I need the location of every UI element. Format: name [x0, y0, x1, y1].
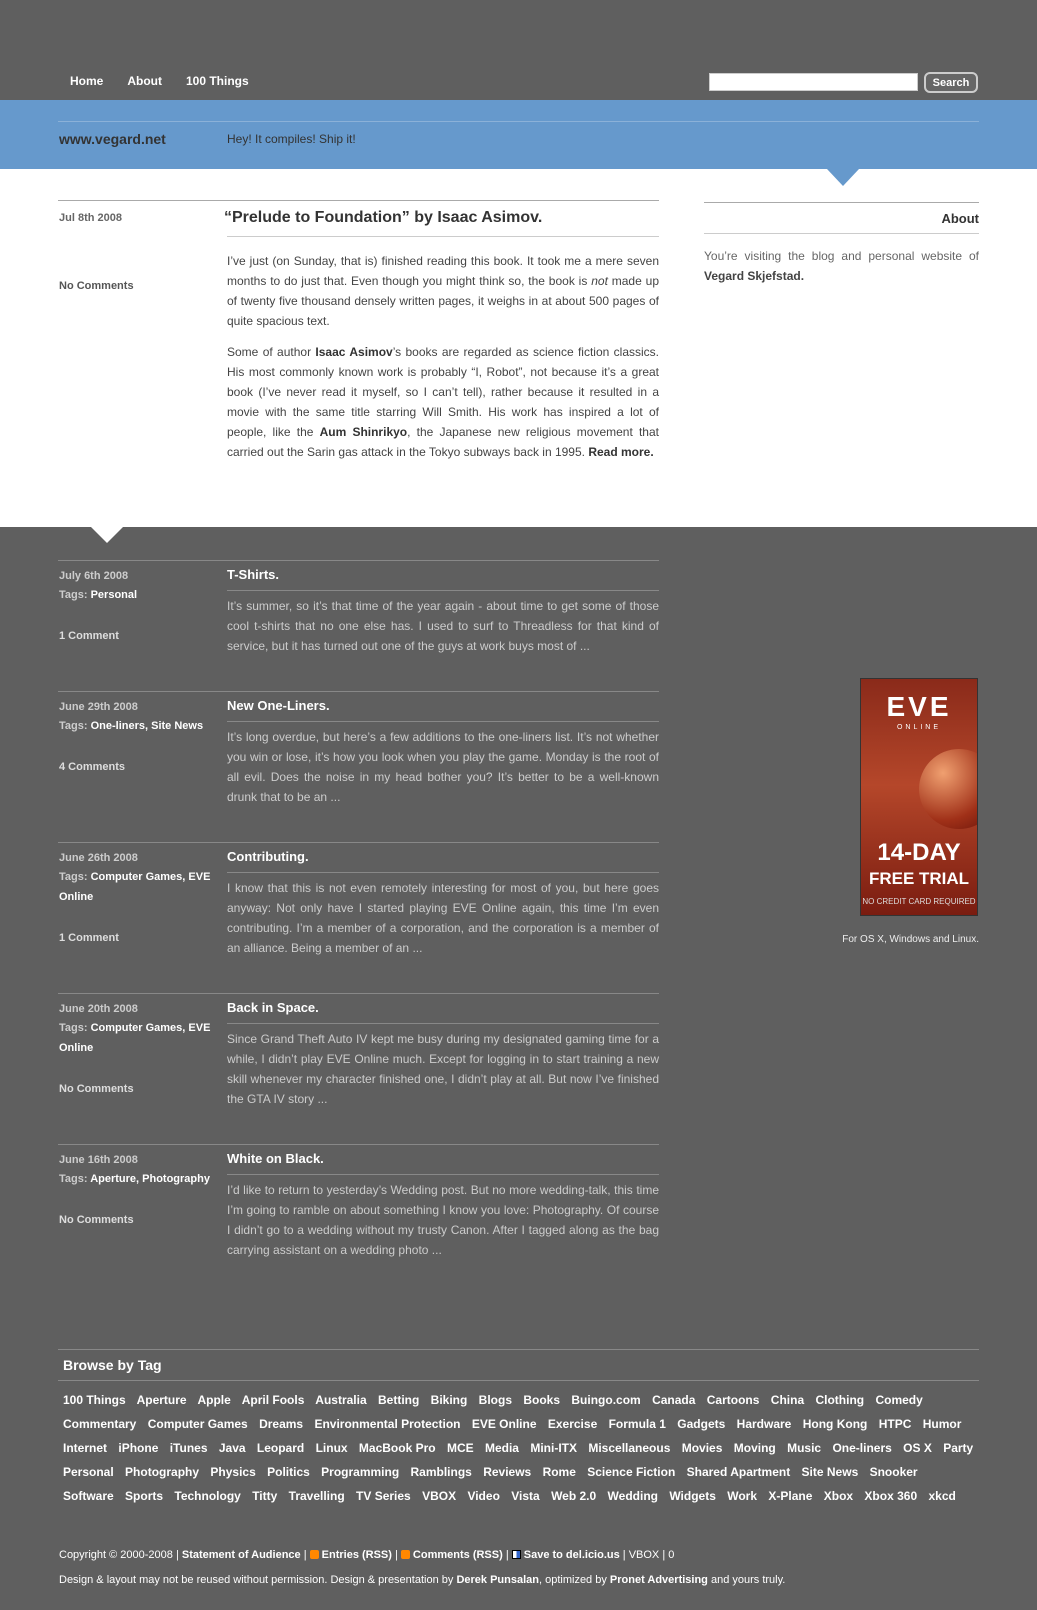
tag-link[interactable]: Politics	[267, 1465, 310, 1479]
post-title[interactable]: White on Black.	[227, 1151, 324, 1166]
tag-link[interactable]: Gadgets	[677, 1417, 726, 1431]
copyright-text: Copyright © 2000-2008 |	[59, 1549, 182, 1561]
post-excerpt: It’s summer, so it’s that time of the year again - about time to get some of those cool t-shirts that no one else has. I used to surf to Threadless for that kind of service, but it has turned out one of the guys at work buys most of ...	[227, 599, 659, 653]
ad-sub: ONLINE	[896, 724, 942, 731]
tag-link[interactable]: Canada	[652, 1393, 696, 1407]
tag-link[interactable]: TV Series	[356, 1489, 411, 1503]
tag-link[interactable]: Vista	[511, 1489, 540, 1503]
tag-link[interactable]: Leopard	[256, 1441, 305, 1455]
post-comments-link[interactable]: 1 Comment	[59, 932, 119, 944]
tag-link[interactable]: Photography	[125, 1465, 200, 1479]
tag-link[interactable]: HTPC	[878, 1417, 912, 1431]
tag-link[interactable]: Exercise	[547, 1417, 598, 1431]
about-title: About	[941, 211, 979, 226]
post-excerpt: I’d like to return to yesterday’s Wedding post. But no more wedding-talk, this time I’m going to ramble on about something I know you love: Photography. Of course I didn’t go to a wedding without my trusty Canon. After I tagged along as the bag carrying assistant on a wedding photo ...	[227, 1183, 659, 1257]
separator: |	[300, 1549, 310, 1561]
tag-link[interactable]: Formula 1	[608, 1417, 666, 1431]
text: I’ve just (on Sunday, that is) finished reading this book. It took me a mere seven months to do just that. Even though you might think so, the book is	[227, 254, 659, 288]
featured-title-rule	[227, 236, 659, 237]
post-date: June 26th 2008	[59, 852, 138, 864]
tag-link[interactable]: Travelling	[288, 1489, 345, 1503]
ad-subheadline: FREE TRIAL	[868, 869, 970, 888]
tag-link[interactable]: iPhone	[118, 1441, 159, 1455]
tag-link[interactable]: Aperture	[136, 1393, 187, 1407]
post-tags	[59, 867, 219, 907]
rss-icon	[310, 1550, 319, 1559]
tag-link[interactable]: Cartoons	[706, 1393, 760, 1407]
post-comments-link[interactable]: No Comments	[59, 1083, 134, 1095]
link-isaac-asimov[interactable]: Isaac Asimov	[315, 345, 393, 359]
post-rule	[58, 691, 659, 692]
post-title[interactable]: T-Shirts.	[227, 567, 280, 582]
footer-line-1	[59, 1549, 674, 1561]
browse-title-rule	[58, 1380, 979, 1381]
tag-link[interactable]: X-Plane	[768, 1489, 813, 1503]
tag-links[interactable]: Computer Games, EVE Online	[59, 1022, 211, 1054]
header-pointer	[827, 169, 859, 186]
tag-link[interactable]: Blogs	[478, 1393, 513, 1407]
tag-link[interactable]: MacBook Pro	[358, 1441, 436, 1455]
post-tags	[59, 585, 219, 605]
tag-link[interactable]: VBOX	[422, 1489, 457, 1503]
post-comments-link[interactable]: No Comments	[59, 1214, 134, 1226]
tag-link[interactable]: 100 Things	[63, 1393, 126, 1407]
site-name[interactable]: www.vegard.net	[59, 131, 166, 147]
post-comments-link[interactable]: 4 Comments	[59, 761, 126, 773]
emphasis: not	[591, 274, 608, 288]
separator: |	[391, 1549, 401, 1561]
tag-link[interactable]: Snooker	[869, 1465, 918, 1479]
nav-100-things[interactable]: 100 Things	[186, 74, 249, 88]
header-rule	[58, 121, 979, 122]
ad-caption: For OS X, Windows and Linux.	[842, 934, 979, 945]
entries-rss-link[interactable]: Entries (RSS)	[321, 1549, 392, 1561]
featured-title[interactable]: “Prelude to Foundation” by Isaac Asimov.	[224, 209, 543, 226]
tag-link[interactable]: Linux	[315, 1441, 348, 1455]
tags-label: Tags:	[59, 720, 88, 732]
tags-label: Tags:	[59, 589, 88, 601]
tag-link[interactable]: MCE	[446, 1441, 474, 1455]
tag-link[interactable]: Media	[484, 1441, 519, 1455]
tag-link[interactable]: Wedding	[607, 1489, 658, 1503]
tag-link[interactable]: Physics	[210, 1465, 256, 1479]
post-title-rule	[227, 1023, 659, 1024]
text: ’s books are regarded as science fiction classics. His most commonly known work is probably “I, Robot”, not because it’s a great book (I’ve never read it myself, so I can’t tell), rather because it resulted in a movie with the same title starring Will Smith. His work has inspired a lot of people, like the	[227, 345, 659, 439]
post-rule	[58, 842, 659, 843]
post-date: June 20th 2008	[59, 1003, 138, 1015]
tag-link[interactable]: Xbox 360	[864, 1489, 918, 1503]
rss-icon	[401, 1550, 410, 1559]
tag-link[interactable]: Internet	[63, 1441, 108, 1455]
browse-rule	[58, 1349, 979, 1350]
tag-link[interactable]: Moving	[733, 1441, 776, 1455]
eve-online-ad-banner[interactable]	[860, 678, 978, 916]
post-tags	[59, 1018, 219, 1058]
pronet-link[interactable]: Pronet Advertising	[609, 1574, 708, 1586]
nav-about[interactable]: About	[127, 74, 162, 88]
tags-label: Tags:	[59, 1173, 88, 1185]
post-rule	[58, 993, 659, 994]
tags-label: Tags:	[59, 1022, 88, 1034]
separator: |	[502, 1549, 512, 1561]
tag-link[interactable]: Sports	[125, 1489, 164, 1503]
post-excerpt: It’s long overdue, but here’s a few additions to the one-liners list. It’s not whether you win or lose, it’s how you look when you play the game. Monday is the root of all evil. Does the noise in my head bother you? It’s better to be a well-known drunk that to be an ...	[227, 730, 659, 804]
post-comments-link[interactable]: 1 Comment	[59, 630, 119, 642]
about-rule	[704, 202, 979, 203]
featured-comments-link[interactable]: No Comments	[59, 280, 134, 292]
tag-link[interactable]: Reviews	[483, 1465, 532, 1479]
tag-link[interactable]: Widgets	[669, 1489, 716, 1503]
text: , the Japanese new religious movement that carried out the Sarin gas attack in the Tokyo subways back in 1995.	[227, 425, 659, 459]
tag-link[interactable]: Software	[63, 1489, 114, 1503]
post-title[interactable]: Back in Space.	[227, 1000, 319, 1015]
tag-link[interactable]: China	[770, 1393, 805, 1407]
post-rule	[58, 1144, 659, 1145]
tag-link[interactable]: Hardware	[736, 1417, 792, 1431]
tag-link[interactable]: Ramblings	[410, 1465, 472, 1479]
tag-link[interactable]: Web 2.0	[551, 1489, 597, 1503]
post-title-rule	[227, 1174, 659, 1175]
tag-links[interactable]: One-liners, Site News	[90, 720, 204, 732]
search-button[interactable]: Search	[924, 72, 978, 93]
tag-link[interactable]: Music	[787, 1441, 822, 1455]
tag-link[interactable]: Hong Kong	[802, 1417, 868, 1431]
tag-link[interactable]: Mini-ITX	[530, 1441, 577, 1455]
text: , optimized by	[538, 1574, 610, 1586]
site-tagline: Hey! It compiles! Ship it!	[227, 132, 356, 146]
tag-link[interactable]: Humor	[922, 1417, 962, 1431]
post-tags	[59, 716, 219, 736]
about-text	[704, 246, 979, 286]
post-excerpt: I know that this is not even remotely interesting for most of you, but here goes anyway: Not only have I started playing EVE Online again, this time I’m even contributing. I’m a member of a corporation, and the corporation is a member of an alliance. Being a member of an ...	[227, 881, 659, 955]
nav-home[interactable]: Home	[70, 74, 104, 88]
about-title-rule	[704, 233, 979, 234]
tag-link[interactable]: Work	[727, 1489, 758, 1503]
designer-link[interactable]: Derek Punsalan	[456, 1574, 539, 1586]
ad-brand: EVE	[886, 691, 952, 722]
ad-headline: 14-DAY	[877, 839, 961, 866]
post-title-rule	[227, 872, 659, 873]
featured-paragraph-1	[227, 251, 659, 331]
post-date: June 16th 2008	[59, 1154, 138, 1166]
tag-link[interactable]: One-liners	[832, 1441, 892, 1455]
delicious-icon	[512, 1550, 521, 1559]
tag-links[interactable]: Computer Games, EVE Online	[59, 871, 211, 903]
link-aum-shinrikyo[interactable]: Aum Shinrikyo	[319, 425, 408, 439]
tag-link[interactable]: Computer Games	[147, 1417, 248, 1431]
comments-rss-link[interactable]: Comments (RSS)	[412, 1549, 503, 1561]
tag-link[interactable]: Xbox	[823, 1489, 854, 1503]
text: Some of author	[227, 345, 316, 359]
tag-link[interactable]: Titty	[252, 1489, 278, 1503]
author-name: Vegard Skjefstad.	[704, 269, 805, 283]
tag-link[interactable]: Commentary	[63, 1417, 137, 1431]
post-date: July 6th 2008	[59, 570, 129, 582]
tag-link[interactable]: xkcd	[928, 1489, 956, 1503]
tag-link[interactable]: Books	[523, 1393, 561, 1407]
planet-illustration	[919, 749, 978, 829]
text: and yours truly.	[707, 1574, 786, 1586]
post-title[interactable]: Contributing.	[227, 849, 309, 864]
tag-link[interactable]: OS X	[903, 1441, 932, 1455]
tag-link[interactable]: iTunes	[169, 1441, 208, 1455]
delicious-link[interactable]: Save to del.icio.us	[523, 1549, 620, 1561]
post-title-rule	[227, 590, 659, 591]
tag-link[interactable]: Programming	[321, 1465, 400, 1479]
read-more-link[interactable]: Read more.	[588, 445, 654, 459]
tag-link[interactable]: Science Fiction	[587, 1465, 676, 1479]
tag-link[interactable]: Comedy	[875, 1393, 923, 1407]
tag-link[interactable]: April Fools	[241, 1393, 305, 1407]
post-date: June 29th 2008	[59, 701, 138, 713]
tag-link[interactable]: Movies	[681, 1441, 723, 1455]
tag-link[interactable]: Shared Apartment	[686, 1465, 791, 1479]
tag-link[interactable]: Personal	[63, 1465, 114, 1479]
tag-link[interactable]: Clothing	[815, 1393, 865, 1407]
ad-disclaimer: NO CREDIT CARD REQUIRED	[862, 897, 976, 906]
browse-title: Browse by Tag	[63, 1357, 162, 1373]
tags-label: Tags:	[59, 871, 88, 883]
tag-cloud	[63, 1388, 983, 1508]
featured-date: Jul 8th 2008	[59, 212, 122, 224]
tag-link[interactable]: Australia	[315, 1393, 367, 1407]
featured-paragraph-2	[227, 342, 659, 462]
tag-links[interactable]: Personal	[90, 589, 138, 601]
tag-link[interactable]: Miscellaneous	[588, 1441, 671, 1455]
post-title-rule	[227, 721, 659, 722]
tag-links[interactable]: Aperture, Photography	[90, 1173, 210, 1185]
search-input[interactable]	[709, 73, 918, 91]
footer-tail: | VBOX | 0	[619, 1549, 675, 1561]
tag-link[interactable]: Apple	[197, 1393, 231, 1407]
featured-rule	[58, 200, 659, 201]
post-title[interactable]: New One-Liners.	[227, 698, 330, 713]
post-tags	[59, 1169, 219, 1189]
tag-link[interactable]: Video	[467, 1489, 500, 1503]
tag-link[interactable]: Party	[943, 1441, 974, 1455]
tag-link[interactable]: EVE Online	[471, 1417, 537, 1431]
post-rule	[58, 560, 659, 561]
tag-link[interactable]: Rome	[542, 1465, 576, 1479]
tag-link[interactable]: Dreams	[259, 1417, 304, 1431]
featured-body	[227, 251, 659, 473]
text: made up of twenty five thousand densely written pages, it weighs in at about 500 pages of quite spacious text.	[227, 274, 659, 328]
text: You’re visiting the blog and personal website of	[704, 249, 979, 263]
tag-link[interactable]: Environmental Protection	[314, 1417, 461, 1431]
footer-line-2	[59, 1574, 785, 1586]
post-excerpt: Since Grand Theft Auto IV kept me busy during my designated gaming time for a while, I didn’t play EVE Online much. Except for logging in to start training a new skill whenever my character finished one, I didn’t play at all. But now I’ve finished the GTA IV story ...	[227, 1032, 659, 1106]
tag-link[interactable]: Site News	[801, 1465, 859, 1479]
tag-link[interactable]: Buingo.com	[571, 1393, 641, 1407]
tag-link[interactable]: Java	[218, 1441, 246, 1455]
text: Design & layout may not be reused without permission. Design & presentation by	[59, 1574, 457, 1586]
tag-link[interactable]: Biking	[430, 1393, 468, 1407]
tag-link[interactable]: Technology	[174, 1489, 241, 1503]
main-nav	[58, 74, 261, 88]
tag-link[interactable]: Betting	[377, 1393, 420, 1407]
statement-link[interactable]: Statement of Audience	[181, 1549, 301, 1561]
featured-pointer	[91, 527, 123, 543]
